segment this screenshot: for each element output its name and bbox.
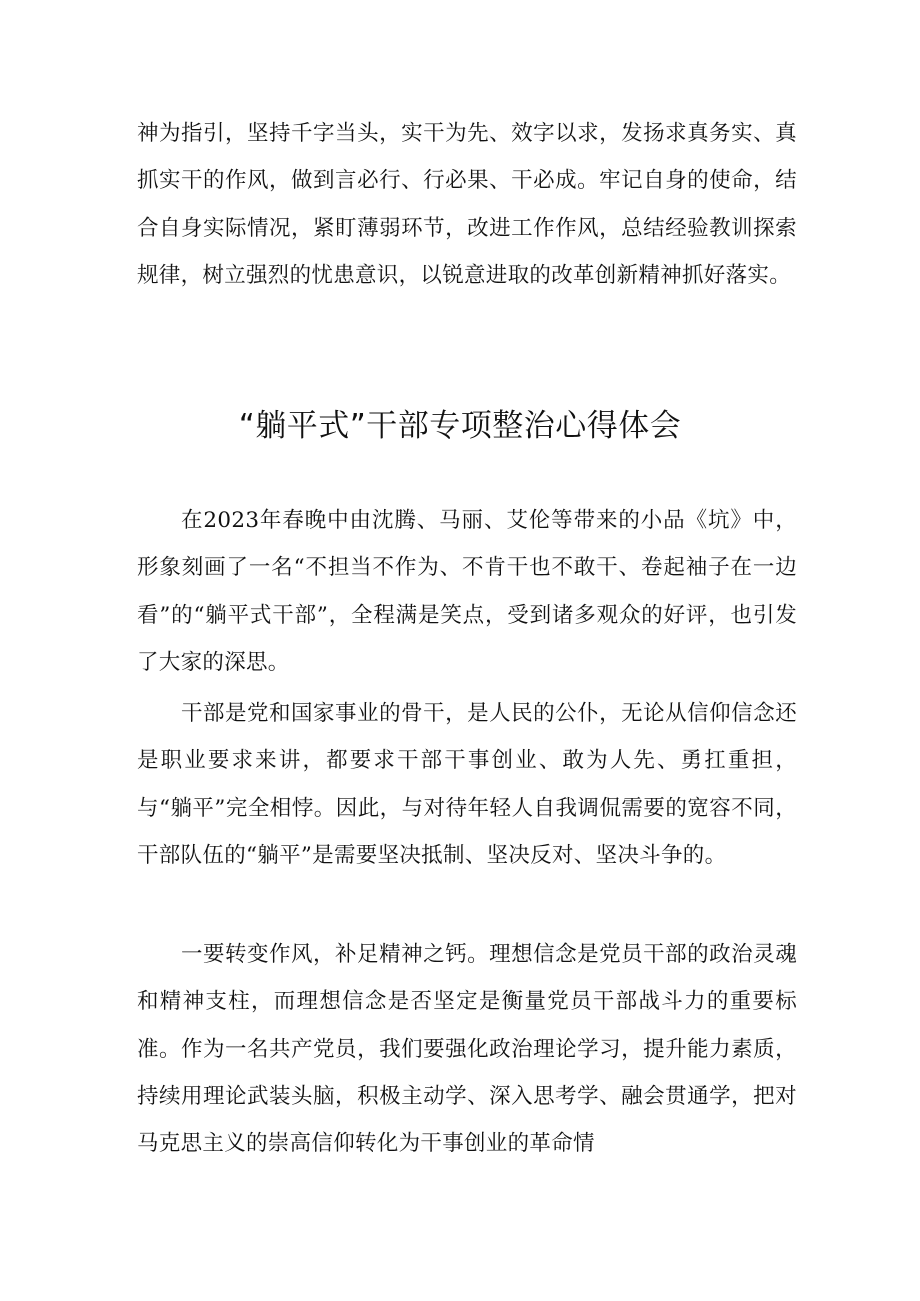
body-paragraph-2: 干部是党和国家事业的骨干，是人民的公仆，无论从信仰信念还是职业要求来讲，都要求干部干事创业、敢为人先、勇扛重担，与“躺平”完全相悖。因此，与对待年轻人自我调侃需要的宽容不同，干部队伍的“躺平”是需要坚决抵制、坚决反对、坚决斗争的。: [137, 701, 797, 868]
continuation-paragraph: 神为指引，坚持千字当头，实干为先、效字以求，发扬求真务实、真抓实干的作风，做到言必行、行必果、干必成。牢记自身的使命，结合自身实际情况，紧盯薄弱环节，改进工作作风，总结经验教训探索规律，树立强烈的忧患意识，以锐意进取的改革创新精神抓好落实。: [137, 121, 797, 288]
body-paragraph-1: 在2023年春晚中由沈腾、马丽、艾伦等带来的小品《坑》中，形象刻画了一名“不担当不作为、不肯干也不敢干、卷起袖子在一边看”的“躺平式干部”，全程满是笑点，受到诸多观众的好评，也引发了大家的深思。: [137, 508, 797, 675]
page-title: “躺平式”干部专项整治心得体会: [238, 408, 682, 444]
body-paragraph-3: 一要转变作风，补足精神之钙。理想信念是党员干部的政治灵魂和精神支柱，而理想信念是否坚定是衡量党员干部战斗力的重要标准。作为一名共产党员，我们要强化政治理论学习，提升能力素质，持续用理论武装头脑，积极主动学、深入思考学、融会贯通学，把对马克思主义的崇高信仰转化为干事创业的革命情: [137, 942, 797, 1157]
